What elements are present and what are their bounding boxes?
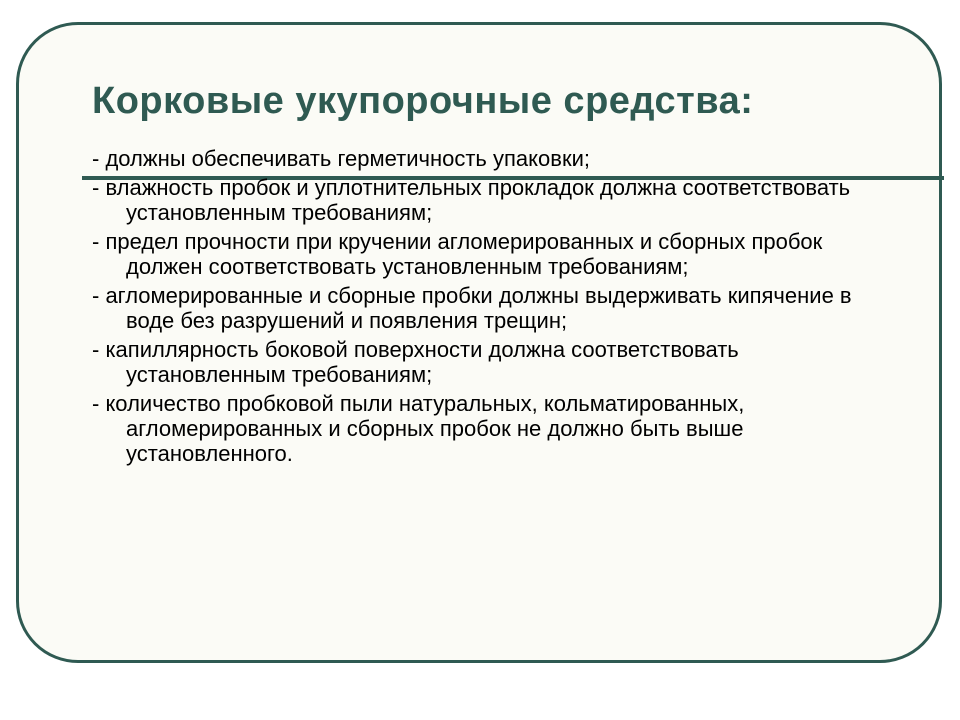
slide-title: Корковые укупорочные средства:: [92, 80, 754, 122]
bullet-item: - количество пробковой пыли натуральных, кольматированных, агломерированных и сборных пробок не должно быть выше установленного.: [92, 391, 745, 466]
bullet-item: - должны обеспечивать герметичность упаковки;: [92, 146, 590, 171]
bullet-item: - капиллярность боковой поверхности должна соответствовать установленным требованиям;: [92, 337, 739, 387]
bullet-list: [92, 146, 892, 470]
bullet-item: - агломерированные и сборные пробки должны выдерживать кипячение в воде без разрушений и появления трещин;: [92, 283, 852, 333]
bullet-item: - влажность пробок и уплотнительных прокладок должна соответствовать установленным требованиям;: [92, 175, 851, 225]
bullet-item: - предел прочности при кручении агломерированных и сборных пробок должен соответствовать установленным требованиям;: [92, 229, 823, 279]
